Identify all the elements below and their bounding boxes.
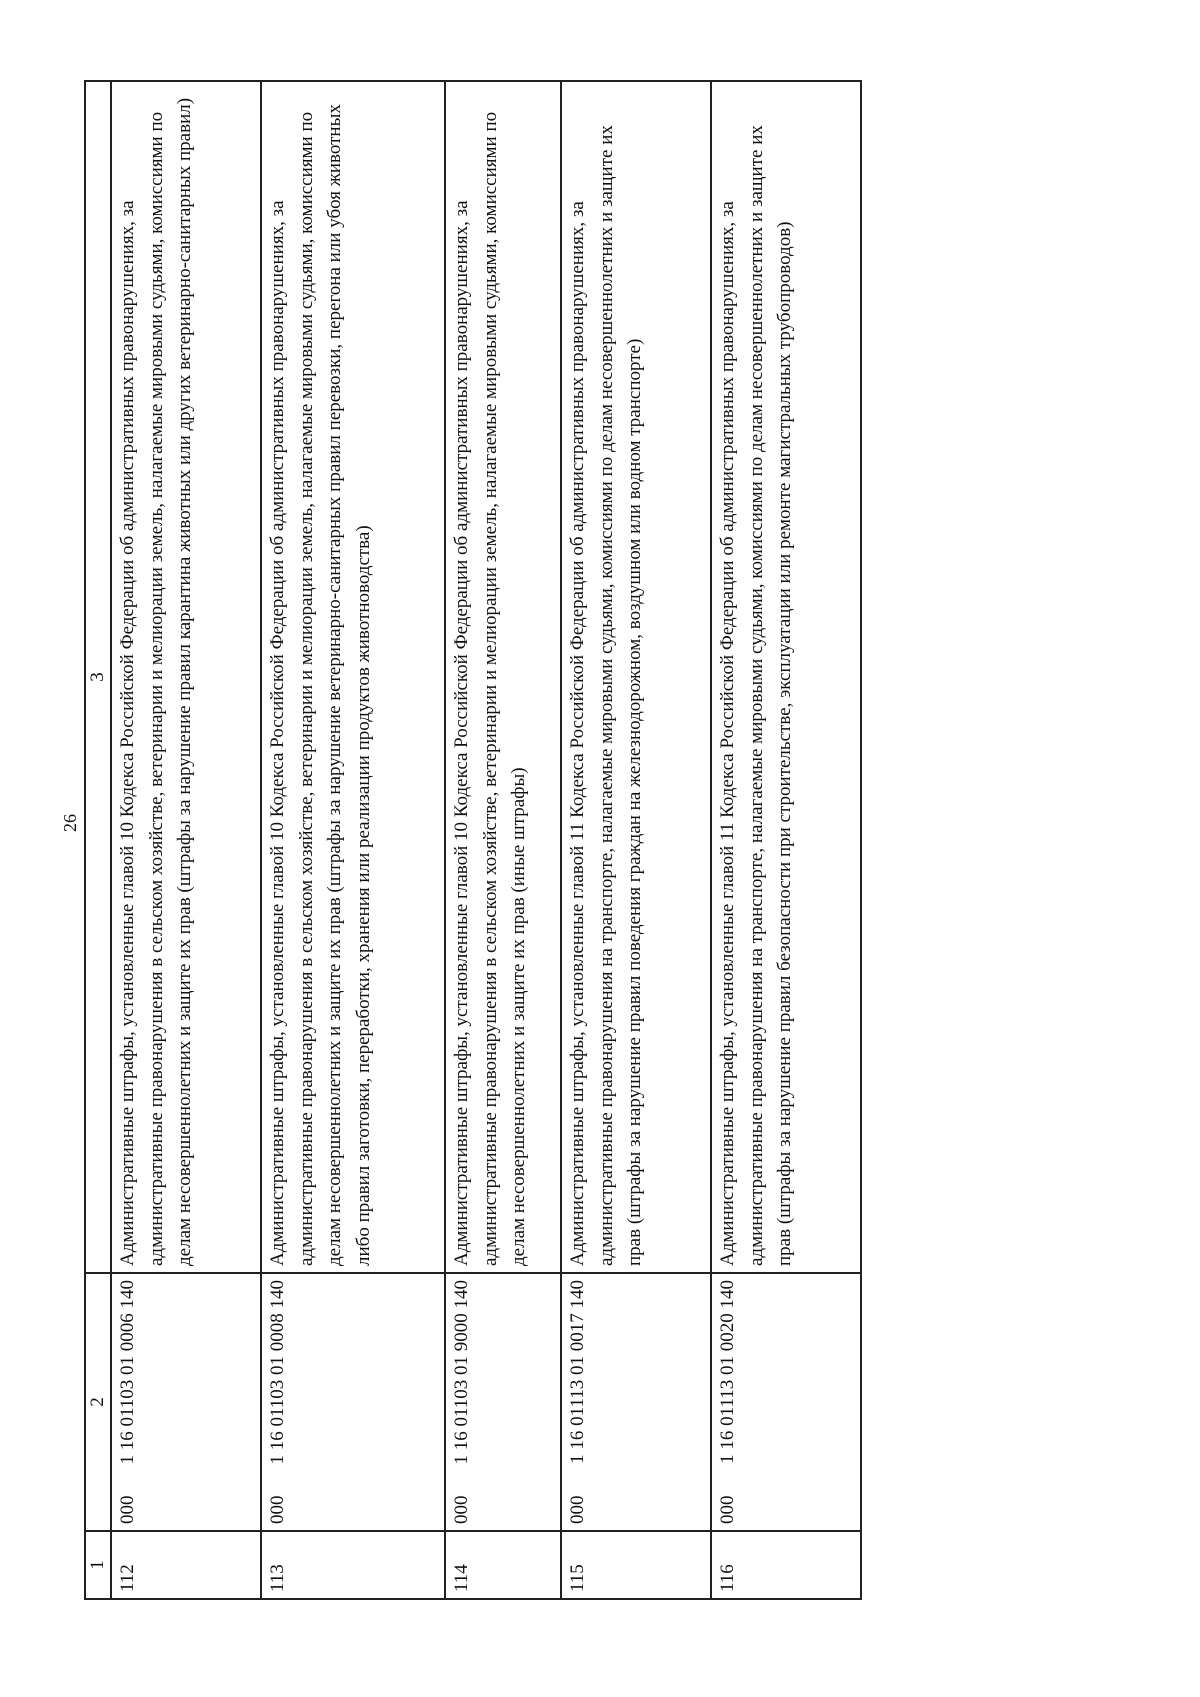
column-header-1: 1	[85, 1531, 111, 1599]
table-row	[711, 81, 861, 1599]
table-row	[111, 81, 261, 1599]
classification-code: 1 16 01103 01 0008 140	[267, 1280, 288, 1465]
classification-code: 1 16 01113 01 0017 140	[567, 1280, 588, 1464]
table-row	[261, 81, 445, 1599]
row-number: 115	[561, 1531, 711, 1599]
description-cell: Административные штрафы, установленные главой 11 Кодекса Российской Федерации об административных правонарушениях, за административные правонарушения на транспорте, налагаемые мировыми судьями, комиссиями по делам несовершеннолетних и защите их прав (штрафы за нарушение правил безопасности при строительстве, эксплуатации или ремонте магистральных трубопроводов)	[711, 81, 861, 1273]
admin-code: 000	[267, 1495, 288, 1524]
table-row	[561, 81, 711, 1599]
row-number: 112	[111, 1531, 261, 1599]
table-row	[445, 81, 561, 1599]
header-row	[85, 81, 111, 1599]
row-number: 114	[445, 1531, 561, 1599]
description-cell: Административные штрафы, установленные главой 10 Кодекса Российской Федерации об административных правонарушениях, за административные правонарушения в сельском хозяйстве, ветеринарии и мелиорации земель, налагаемые мировыми судьями, комиссиями по делам несовершеннолетних и защите их прав (иные штрафы)	[445, 81, 561, 1273]
rotated-page-content	[84, 80, 994, 1600]
column-header-2: 2	[85, 1273, 111, 1531]
classification-code: 1 16 01103 01 9000 140	[451, 1280, 472, 1465]
row-number: 113	[261, 1531, 445, 1599]
admin-code: 000	[117, 1495, 138, 1524]
admin-code: 000	[451, 1495, 472, 1524]
page-number: 26	[60, 814, 80, 832]
description-cell: Административные штрафы, установленные главой 11 Кодекса Российской Федерации об административных правонарушениях, за административные правонарушения на транспорте, налагаемые мировыми судьями, комиссиями по делам несовершеннолетних и защите их прав (штрафы за нарушение правил поведения граждан на железнодорожном, воздушном или водном транспорте)	[561, 81, 711, 1273]
budget-code-cell	[111, 1273, 261, 1531]
budget-code-cell	[711, 1273, 861, 1531]
budget-code-cell	[261, 1273, 445, 1531]
classification-code: 1 16 01103 01 0006 140	[117, 1280, 138, 1465]
admin-code: 000	[717, 1495, 738, 1524]
row-number: 116	[711, 1531, 861, 1599]
classification-code: 1 16 01113 01 0020 140	[717, 1280, 738, 1464]
budget-code-cell	[561, 1273, 711, 1531]
description-cell: Административные штрафы, установленные главой 10 Кодекса Российской Федерации об административных правонарушениях, за административные правонарушения в сельском хозяйстве, ветеринарии и мелиорации земель, налагаемые мировыми судьями, комиссиями по делам несовершеннолетних и защите их прав (штрафы за нарушение ветеринарно-санитарных правил перевозки, перегона или убоя животных либо правил заготовки, переработки, хранения или реализации продуктов животноводства)	[261, 81, 445, 1273]
budget-code-table	[84, 80, 862, 1600]
column-header-3: 3	[85, 81, 111, 1273]
budget-code-cell	[445, 1273, 561, 1531]
description-cell: Административные штрафы, установленные главой 10 Кодекса Российской Федерации об административных правонарушениях, за административные правонарушения в сельском хозяйстве, ветеринарии и мелиорации земель, налагаемые мировыми судьями, комиссиями по делам несовершеннолетних и защите их прав (штрафы за нарушение правил карантина животных или других ветеринарно-санитарных правил)	[111, 81, 261, 1273]
admin-code: 000	[567, 1495, 588, 1524]
